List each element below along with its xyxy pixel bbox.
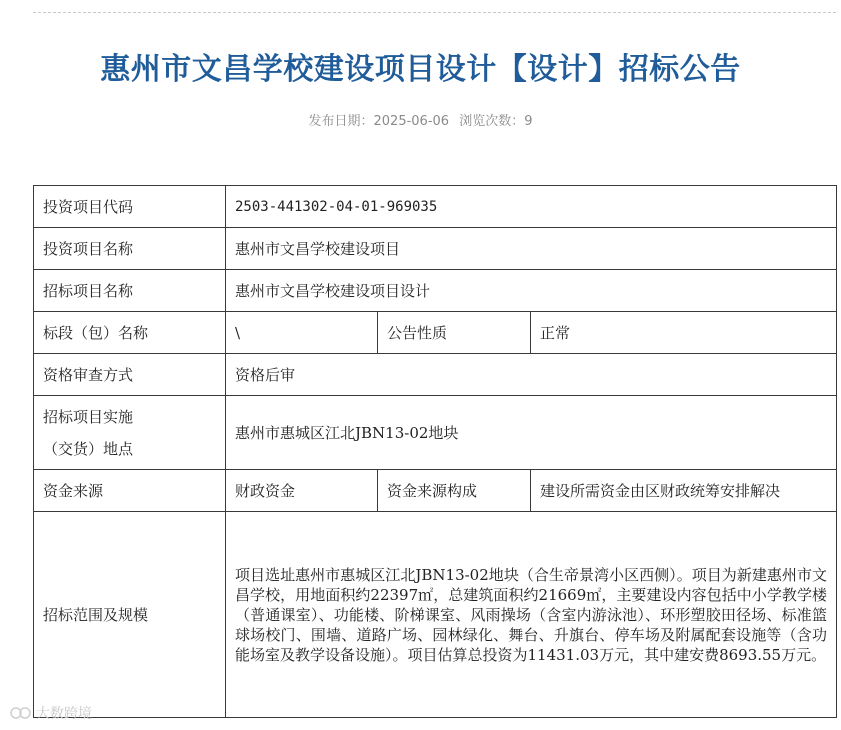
project-code-value: 2503-441302-04-01-969035	[226, 186, 837, 228]
location-label-line1: 招标项目实施	[43, 407, 134, 426]
watermark-text: 大数跨境	[36, 706, 92, 722]
publish-date-label: 发布日期：2025-06-06	[308, 114, 450, 129]
views-label: 浏览次数：9	[459, 114, 533, 129]
location-label-line2: （交货）地点	[43, 439, 134, 458]
views-count: 9	[524, 114, 533, 129]
project-name-value: 惠州市文昌学校建设项目	[226, 228, 837, 270]
funding-label: 资金来源	[34, 470, 226, 512]
review-label: 资格审查方式	[34, 354, 226, 396]
page-title: 惠州市文昌学校建设项目设计【设计】招标公告	[100, 52, 741, 87]
table-row	[34, 186, 837, 228]
review-value: 资格后审	[226, 354, 837, 396]
scope-label: 招标范围及规模	[34, 512, 226, 718]
section-label: 标段（包）名称	[34, 312, 226, 354]
table-row	[34, 228, 837, 270]
table-row	[34, 396, 837, 470]
table-row	[34, 270, 837, 312]
bid-name-value: 惠州市文昌学校建设项目设计	[226, 270, 837, 312]
notice-type-label: 公告性质	[378, 312, 531, 354]
table-row	[34, 312, 837, 354]
bid-name-label: 招标项目名称	[34, 270, 226, 312]
project-code-label: 投资项目代码	[34, 186, 226, 228]
table-row	[34, 470, 837, 512]
funding-structure-value: 建设所需资金由区财政统筹安排解决	[531, 470, 837, 512]
notice-type-value: 正常	[531, 312, 837, 354]
section-value: \	[226, 312, 378, 354]
publish-date: 2025-06-06	[373, 114, 450, 129]
publish-meta	[0, 110, 841, 129]
table-row	[34, 354, 837, 396]
brand-logo-icon	[10, 706, 32, 720]
watermark	[10, 703, 92, 723]
project-name-label: 投资项目名称	[34, 228, 226, 270]
scope-value: 项目选址惠州市惠城区江北JBN13-02地块（合生帝景湾小区西侧）。项目为新建惠州市文昌学校，用地面积约22397㎡，总建筑面积约21669㎡，主要建设内容包括中小学教学楼（普通课室）、功能楼、阶梯课室、风雨操场（含室内游泳池）、环形塑胶田径场、标准篮球场校门、围墙、道路广场、园林绿化、舞台、升旗台、停车场及附属配套设施等（含功能场室及教学设备设施）。项目估算总投资为11431.03万元，其中建安费8693.55万元。	[226, 512, 837, 718]
location-label	[34, 396, 226, 470]
funding-value: 财政资金	[226, 470, 378, 512]
tender-info-table	[33, 185, 837, 718]
table-row	[34, 512, 837, 718]
funding-structure-label: 资金来源构成	[378, 470, 531, 512]
top-divider	[33, 12, 836, 13]
location-value: 惠州市惠城区江北JBN13-02地块	[226, 396, 837, 470]
